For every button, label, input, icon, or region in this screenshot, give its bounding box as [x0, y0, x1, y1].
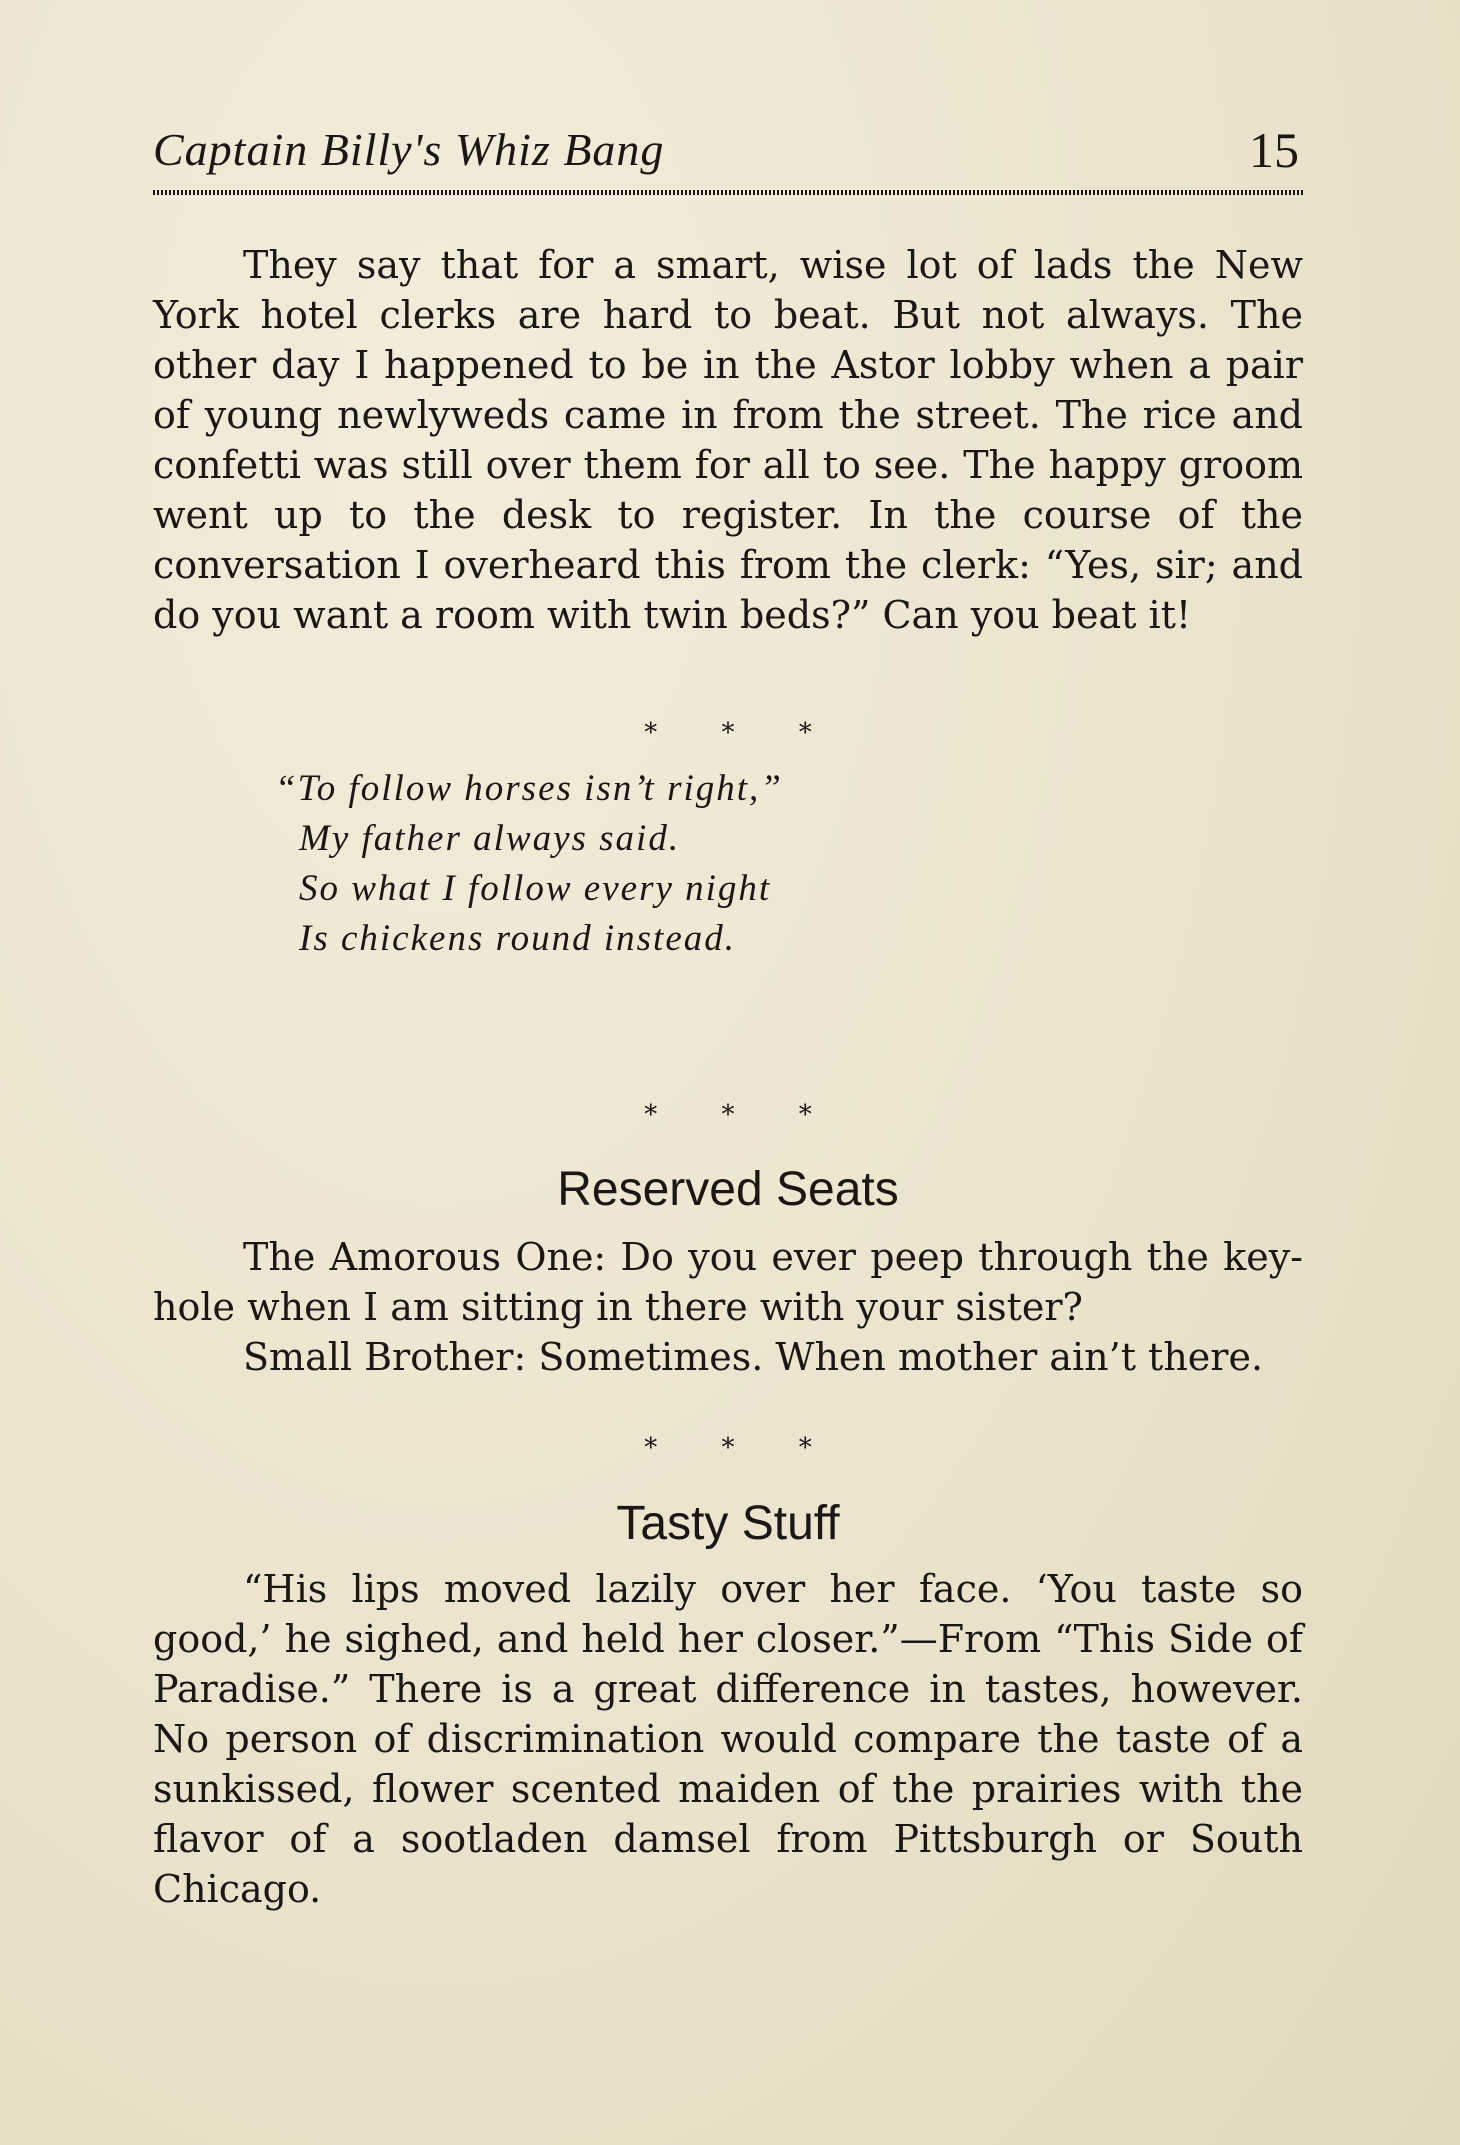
poem-line: Is chickens round instead. — [299, 918, 736, 959]
reserved-seats-line-2: Small Brother: Sometimes. When mother ain’t there. — [243, 1335, 1264, 1379]
page-header — [153, 120, 1303, 180]
hotel-clerk-paragraph: They say that for a smart, wise lot of lads the New York hotel clerks are hard to beat. But not always. The other day I happened to be in the Astor lobby when a pair of young newlyweds came in from the street. The rice and confetti was still over them for all to see. The happy groom went up to the desk to register. In the course of the conversation I overheard this from the clerk: “Yes, sir; and do you want a room with twin beds?” Can you beat it! — [153, 243, 1303, 637]
reserved-seats-line-1: The Amorous One: Do you ever peep through the key-hole when I am sitting in there with your sister? — [153, 1235, 1303, 1329]
poem-line: So what I follow every night — [299, 868, 772, 909]
tasty-stuff-heading: Tasty Stuff — [616, 1497, 840, 1550]
poem — [275, 764, 1035, 964]
tasty-stuff-paragraph: “His lips moved lazily over her face. ‘You taste so good,’ he sighed, and held her closer.”—From “This Side of Paradise.” There is a great difference in tastes, however. No person of discrimination would compare the taste of a sunkissed, flower scented maiden of the prairies with the flavor of a sootladen damsel from Pittsburgh or South Chicago. — [153, 1567, 1303, 1911]
separator-stars: * * * — [644, 1433, 812, 1463]
reserved-seats-heading: Reserved Seats — [557, 1163, 899, 1216]
magazine-page — [153, 100, 1303, 2080]
page-number: 15 — [1249, 122, 1299, 178]
running-title: Captain Billy's Whiz Bang — [153, 124, 665, 175]
poem-line: “To follow horses isn’t right,” — [275, 768, 783, 809]
poem-line: My father always said. — [299, 818, 681, 859]
separator-stars: * * * — [644, 1100, 812, 1130]
separator-stars: * * * — [644, 718, 812, 748]
header-rule — [153, 190, 1303, 195]
